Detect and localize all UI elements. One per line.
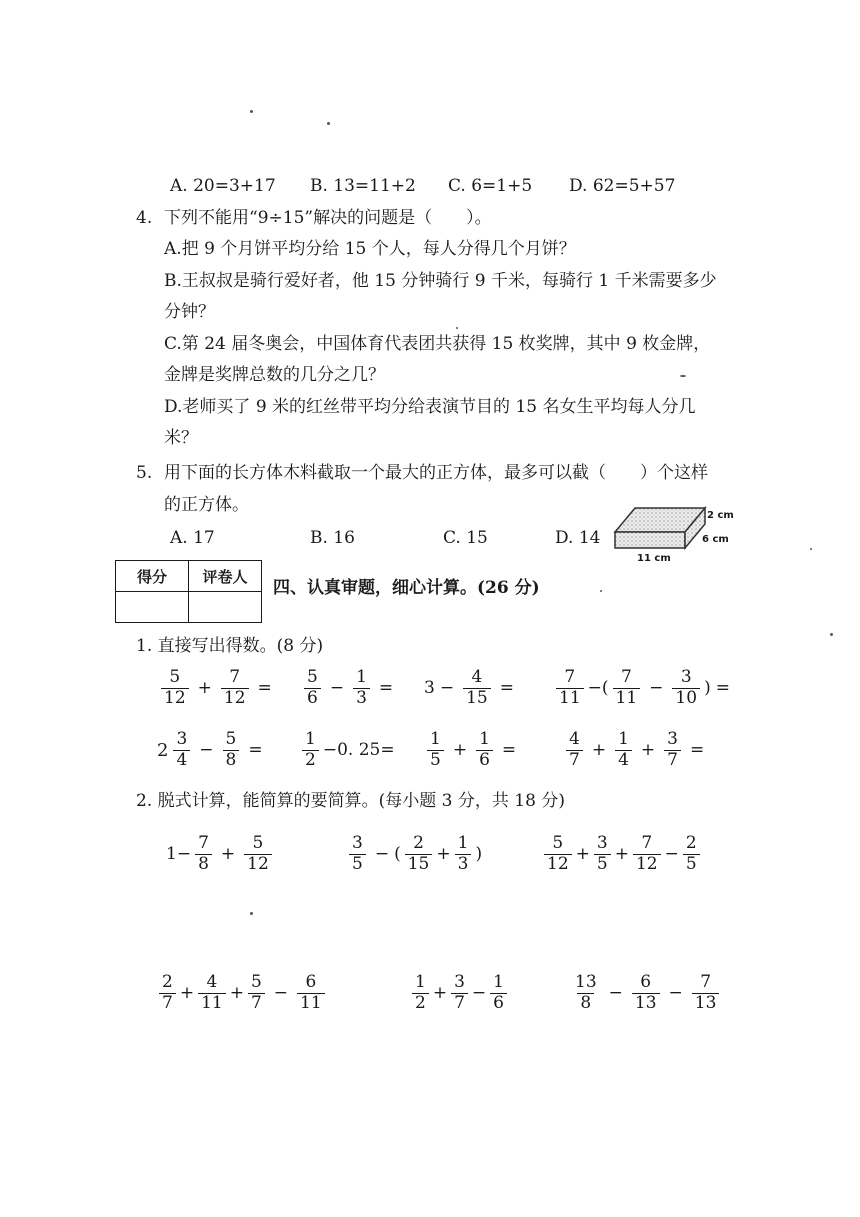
scan-speck bbox=[810, 548, 812, 550]
oral-calc-2: $\frac{5}{6}$ − $\frac{1}{3}$ = bbox=[300, 668, 398, 708]
reviewer-cell[interactable] bbox=[189, 592, 262, 623]
q5-stem-line2: 的正方体。 bbox=[164, 495, 249, 515]
fraction: $\frac{5}{7}$ bbox=[248, 973, 265, 1013]
stepwise-calc-6: $\frac{13}{8}$ − $\frac{6}{13}$ − $\frac{7}{13}$ bbox=[568, 973, 723, 1013]
scan-speck bbox=[250, 912, 253, 915]
cuboid-width-label: 6 cm bbox=[702, 534, 729, 545]
scan-speck bbox=[327, 122, 330, 125]
q3-option-d: D. 62=5+57 bbox=[569, 176, 676, 196]
fraction: $\frac{5}{6}$ bbox=[304, 668, 321, 708]
fraction: $\frac{1}{6}$ bbox=[490, 973, 507, 1013]
scan-speck bbox=[456, 327, 458, 329]
oral-calc-8: $\frac{4}{7}$ + $\frac{1}{4}$ + $\frac{3}{7}$ = bbox=[562, 730, 709, 770]
fraction: $\frac{3}{5}$ bbox=[594, 834, 611, 874]
oral-calc-7: $\frac{1}{5}$ + $\frac{1}{6}$ = bbox=[423, 730, 521, 770]
q4-number: 4. bbox=[136, 208, 153, 228]
fraction: $\frac{5}{12}$ bbox=[161, 668, 189, 708]
fraction: $\frac{7}{12}$ bbox=[633, 834, 661, 874]
oral-calc-4: $\frac{7}{11}$ − ( $\frac{7}{11}$ − $\frac{3}{10}$ ) = bbox=[552, 668, 735, 708]
score-cell[interactable] bbox=[116, 592, 189, 623]
section-4-title: 四、认真审题，细心计算。(26 分) bbox=[273, 578, 540, 598]
stepwise-calc-2: $\frac{3}{5}$ − ( $\frac{2}{15}$ + $\frac{1}{3}$ ) bbox=[345, 834, 482, 874]
fraction: $\frac{7}{12}$ bbox=[221, 668, 249, 708]
scan-speck bbox=[250, 110, 253, 113]
scan-speck bbox=[830, 633, 833, 636]
cuboid-height-label: 2 cm bbox=[707, 510, 734, 521]
fraction: $\frac{3}{7}$ bbox=[451, 973, 468, 1013]
fraction: $\frac{13}{8}$ bbox=[575, 972, 597, 1013]
q3-option-a: A. 20=3+17 bbox=[170, 176, 276, 196]
fraction: $\frac{6}{13}$ bbox=[632, 973, 660, 1013]
fraction: $\frac{4}{15}$ bbox=[463, 668, 491, 708]
fraction: $\frac{2}{15}$ bbox=[405, 834, 433, 874]
fraction: $\frac{6}{11}$ bbox=[297, 973, 325, 1013]
fraction: $\frac{3}{10}$ bbox=[672, 668, 700, 708]
fraction: $\frac{5}{12}$ bbox=[244, 834, 272, 874]
fraction: $\frac{7}{13}$ bbox=[692, 973, 720, 1013]
fraction: $\frac{1}{3}$ bbox=[353, 668, 370, 708]
q3-option-c: C. 6=1+5 bbox=[448, 176, 533, 196]
q5-option-a: A. 17 bbox=[170, 528, 215, 548]
cuboid-figure bbox=[607, 500, 747, 572]
q3-option-b: B. 13=11+2 bbox=[310, 176, 416, 196]
fraction: $\frac{1}{3}$ bbox=[455, 834, 472, 874]
fraction: $\frac{7}{8}$ bbox=[195, 834, 212, 874]
score-box bbox=[115, 560, 262, 623]
cuboid-length-label: 11 cm bbox=[637, 553, 671, 564]
q5-number: 5. bbox=[136, 463, 153, 483]
fraction: $\frac{5}{12}$ bbox=[544, 834, 572, 874]
fraction: $\frac{1}{2}$ bbox=[412, 973, 429, 1013]
part2-title: 2. 脱式计算，能简算的要简算。(每小题 3 分，共 18 分) bbox=[136, 791, 565, 811]
fraction: $\frac{7}{11}$ bbox=[613, 668, 641, 708]
fraction: $\frac{5}{8}$ bbox=[223, 730, 240, 770]
part1-title: 1. 直接写出得数。(8 分) bbox=[136, 636, 324, 656]
q5-option-b: B. 16 bbox=[310, 528, 355, 548]
fraction: $\frac{1}{2}$ bbox=[302, 730, 319, 770]
fraction: $\frac{1}{6}$ bbox=[476, 730, 493, 770]
reviewer-header: 评卷人 bbox=[189, 561, 262, 592]
q4-option-a: A.把 9 个月饼平均分给 15 个人，每人分得几个月饼？ bbox=[164, 239, 576, 259]
oral-calc-6: $\frac{1}{2}$ −0. 25= bbox=[298, 730, 395, 770]
fraction: $\frac{4}{11}$ bbox=[198, 973, 226, 1013]
scan-speck bbox=[680, 375, 686, 377]
fraction: $\frac{3}{5}$ bbox=[349, 834, 366, 874]
q4-option-d-line1: D.老师买了 9 米的红丝带平均分给表演节目的 15 名女生平均每人分几 bbox=[164, 397, 696, 417]
q5-option-c: C. 15 bbox=[443, 528, 488, 548]
fraction: $\frac{2}{7}$ bbox=[159, 973, 176, 1013]
q5-option-d: D. 14 bbox=[555, 528, 601, 548]
fraction: $\frac{4}{7}$ bbox=[566, 730, 583, 770]
fraction: $\frac{3}{4}$ bbox=[173, 730, 190, 770]
scan-speck bbox=[600, 590, 602, 592]
fraction: $\frac{3}{7}$ bbox=[664, 730, 681, 770]
fraction: $\frac{1}{5}$ bbox=[427, 730, 444, 770]
fraction: $\frac{2}{5}$ bbox=[683, 834, 700, 874]
fraction: $\frac{7}{11}$ bbox=[556, 668, 584, 708]
fraction: $\frac{1}{4}$ bbox=[615, 730, 632, 770]
stepwise-calc-5: $\frac{1}{2}$ + $\frac{3}{7}$ − $\frac{1}{6}$ bbox=[408, 973, 511, 1013]
oral-calc-1: $\frac{5}{12}$ + $\frac{7}{12}$ = bbox=[157, 668, 277, 708]
q4-option-d-line2: 米？ bbox=[164, 428, 198, 448]
stepwise-calc-1: 1− $\frac{7}{8}$ + $\frac{5}{12}$ bbox=[166, 834, 276, 874]
stepwise-calc-4: $\frac{2}{7}$ + $\frac{4}{11}$ + $\frac{5}{7}$ − $\frac{6}{11}$ bbox=[155, 973, 329, 1013]
q4-option-c-line1: C.第 24 届冬奥会，中国体育代表团共获得 15 枚奖牌，其中 9 枚金牌， bbox=[164, 334, 711, 354]
q5-stem-line1: 用下面的长方体木料截取一个最大的正方体，最多可以截（ ）个这样 bbox=[164, 463, 708, 483]
score-header: 得分 bbox=[116, 561, 189, 592]
q4-stem: 下列不能用“9÷15”解决的问题是（ ）。 bbox=[164, 208, 492, 228]
q4-option-b-line2: 分钟？ bbox=[164, 302, 215, 322]
oral-calc-3: 3 − $\frac{4}{15}$ = bbox=[424, 667, 514, 708]
q4-option-b-line1: B.王叔叔是骑行爱好者，他 15 分钟骑行 9 千米，每骑行 1 千米需要多少 bbox=[164, 271, 717, 291]
q4-option-c-line2: 金牌是奖牌总数的几分之几？ bbox=[164, 365, 385, 385]
oral-calc-5: 2 $\frac{3}{4}$ − $\frac{5}{8}$ = bbox=[157, 729, 263, 770]
stepwise-calc-3: $\frac{5}{12}$ + $\frac{3}{5}$ + $\frac{7}{12}$ − $\frac{2}{5}$ bbox=[540, 834, 704, 874]
